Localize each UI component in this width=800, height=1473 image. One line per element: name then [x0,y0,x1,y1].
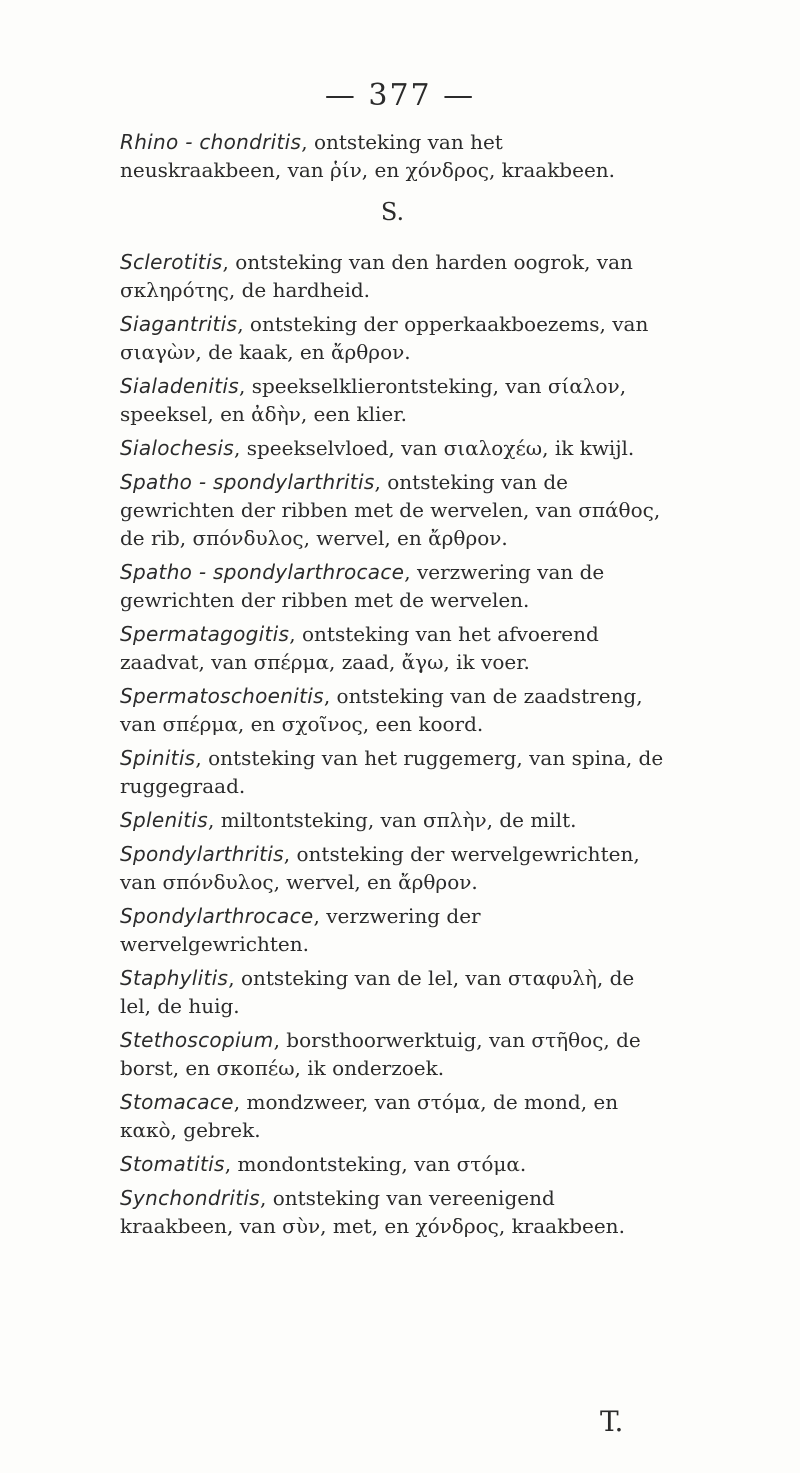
entry-text: , verzwering van de gewrichten der ribben met de wervelen. [120,560,605,612]
section-letter: S. [380,198,405,226]
entry [120,128,665,184]
entry [120,1150,665,1178]
entry [120,840,665,896]
entry-text: , ontsteking van de zaadstreng, van σπέρμα, en σχοῖνος, een koord. [120,684,643,736]
entry-term: Siagantritis [120,312,238,336]
entry-term: Spatho - spondylarthrocace [120,560,405,584]
entry-term: Spinitis [120,746,196,770]
entry-text: , mondontsteking, van στόμα. [224,1152,527,1176]
entry [120,558,665,614]
entry-text: , speekselklierontsteking, van σίαλον, speeksel, en ἀδὴν, een klier. [120,374,627,426]
entry [120,1026,665,1082]
entry-term: Spermatagogitis [120,622,290,646]
entry [120,1184,665,1240]
entry-text: , ontsteking van het afvoerend zaadvat, van σπέρμα, zaad, ἄγω, ik voer. [120,622,599,674]
entry [120,964,665,1020]
entry-term: Spondylarthrocace [120,904,314,928]
entry-text: , ontsteking van vereenigend kraakbeen, van σὺν, met, en χόνδρος, kraakbeen. [120,1186,625,1238]
entry [120,682,665,738]
entry-term: Spondylarthritis [120,842,284,866]
entry [120,806,665,834]
entry-term: Stethoscopium [120,1028,274,1052]
entry-text: , ontsteking der wervelgewrichten, van σπόνδυλος, wervel, en ἄρθρον. [120,842,640,894]
entry-term: Spatho - spondylarthritis [120,470,375,494]
entry-term: Staphylitis [120,966,229,990]
page-number: — 377 — [324,78,476,113]
dictionary-content [120,128,665,1246]
entry-text: , ontsteking van den harden oogrok, van σκληρότης, de hardheid. [120,250,633,302]
entry [120,468,665,552]
entry [120,744,665,800]
entry [120,620,665,676]
entry-term: Spermatoschoenitis [120,684,324,708]
entry-text: , miltontsteking, van σπλὴν, de milt. [208,808,577,832]
entry [120,434,665,462]
entry-term: Sclerotitis [120,250,223,274]
entry-text: , ontsteking van het neuskraakbeen, van ῥίν, en χόνδρος, kraakbeen. [120,130,616,182]
entry-term: Sialochesis [120,436,234,460]
entry-text: , mondzweer, van στόμα, de mond, en κακὸ, gebrek. [120,1090,619,1142]
entry-text: , ontsteking van de lel, van σταφυλὴ, de lel, de huig. [120,966,635,1018]
entry-term: Stomacace [120,1090,234,1114]
entry-term: Synchondritis [120,1186,260,1210]
entry-text: , ontsteking van de gewrichten der ribben met de wervelen, van σπάθος, de rib, σπόνδυλος, wervel, en ἄρθρον. [120,470,661,550]
entry [120,248,665,304]
entry-text: , ontsteking der opperkaakboezems, van σιαγὼν, de kaak, en ἄρθρον. [120,312,649,364]
entry-term: Splenitis [120,808,209,832]
entry-term: Stomatitis [120,1152,225,1176]
entry-term: Sialadenitis [120,374,239,398]
entry-text: , verzwering der wervelgewrichten. [120,904,481,956]
entry-text: , ontsteking van het ruggemerg, van spina, de ruggegraad. [120,746,664,798]
entry [120,902,665,958]
entry [120,372,665,428]
entry-term: Rhino - chondritis [120,130,302,154]
entry [120,310,665,366]
entry-text: , speekselvloed, van σιαλοχέω, ik kwijl. [233,436,635,460]
entry [120,1088,665,1144]
entry-text: , borsthoorwerktuig, van στῆθος, de borst, en σκοπέω, ik onderzoek. [120,1028,641,1080]
catchword: T. [600,1405,624,1438]
